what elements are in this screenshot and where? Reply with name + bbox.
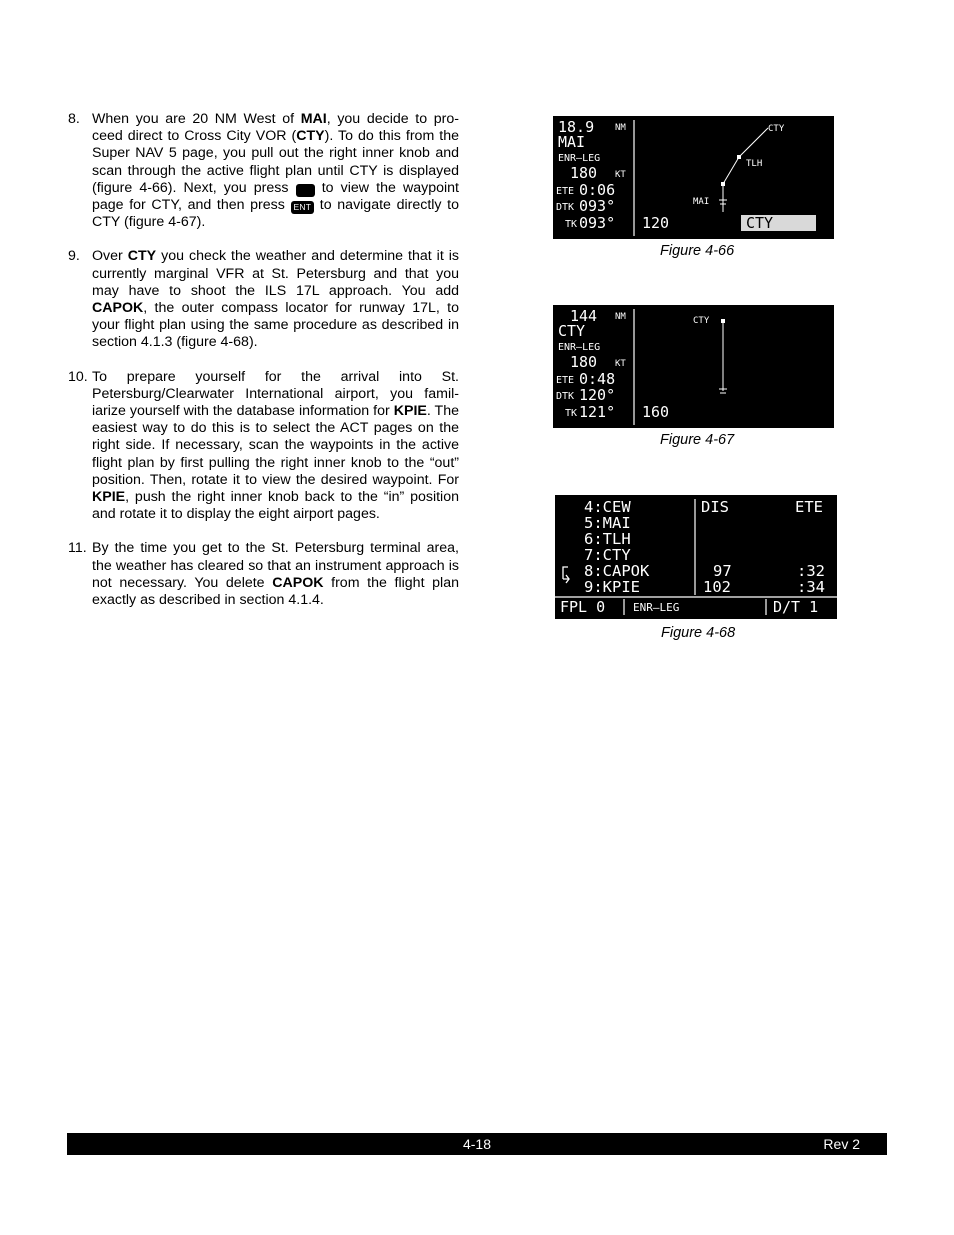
map-label-cty: CTY <box>693 316 710 326</box>
figure-4-67 <box>553 305 834 448</box>
fpl-row: 9:KPIE <box>584 578 640 596</box>
step-text: To prepare yourself for the arrival into St. Petersburg/Clearwater International airport, you famil-iarize yourself with the database information for KPIE. The easiest way to do this is to select the ACT pages on the right side. If necessary, scan the waypoints in the active flight plan by first pulling the right inner knob to the “out” position. Then, rotate it to view the desired waypoint. For KPIE, push the right inner knob back to the “in” position and rotate it to display the eight airport pages. <box>92 368 460 523</box>
speed-unit: KT <box>615 170 626 180</box>
step-text: By the time you get to the St. Petersburg terminal area, the weather has cleared so that an instrument approach is not necessary. You delete CAPOK from the flight plan exactly as described in section 4.1.4. <box>92 540 459 609</box>
dtk-label: DTK <box>556 391 575 402</box>
speed-value: 180 <box>570 164 598 182</box>
map-range: 160 <box>642 403 670 421</box>
figure-caption: Figure 4-67 <box>660 432 735 448</box>
map-label-mai: MAI <box>693 197 710 207</box>
waypoint-marker <box>721 319 725 323</box>
figure-4-66 <box>553 116 834 259</box>
footer-fpl: FPL 0 <box>560 598 606 616</box>
speed-value: 180 <box>570 353 598 371</box>
map-range: 120 <box>642 214 670 232</box>
flight-plan-screen <box>555 495 837 619</box>
nav5-screen <box>553 305 834 428</box>
step-number: 11. <box>68 540 87 557</box>
mode-label: ENR—LEG <box>558 342 601 353</box>
column-header-dis: DIS <box>701 498 729 516</box>
map-label-cty: CTY <box>768 124 785 134</box>
step-9 <box>68 248 459 351</box>
tk-label: TK <box>565 408 578 419</box>
tk-label: TK <box>565 219 578 230</box>
waypoint-id: CTY <box>558 322 586 340</box>
waypoint-marker <box>721 182 725 186</box>
page-footer <box>67 1133 887 1155</box>
ete-value: 0:06 <box>579 181 616 199</box>
dis-value: 102 <box>703 578 731 596</box>
tk-value: 121° <box>579 403 616 421</box>
waypoint-id: MAI <box>558 133 586 151</box>
distance-value: 18.9 <box>558 118 595 136</box>
dtk-value: 093° <box>579 197 616 215</box>
fpl-row: 5:MAI <box>584 514 631 532</box>
step-10 <box>68 369 459 524</box>
ete-label: ETE <box>556 186 575 197</box>
fpl-row: 4:CEW <box>584 498 631 516</box>
step-number: 8. <box>68 111 80 127</box>
figure-caption: Figure 4-68 <box>661 625 736 641</box>
figure-4-68 <box>555 495 837 641</box>
dtk-value: 120° <box>579 386 616 404</box>
instruction-list <box>68 111 459 626</box>
figure-caption: Figure 4-66 <box>660 243 735 259</box>
step-text: When you are 20 NM West of MAI, you decide to pro-ceed direct to Cross City VOR (CTY). To do this from the Super NAV 5 page, you pull out the right inner knob and scan through the active flight plan until CTY is displayed (figure 4-66). Next, you press to view the waypoint page for CTY, and then press ENT to navigate directly to CTY (figure 4-67). <box>92 111 460 231</box>
distance-unit: NM <box>615 123 626 133</box>
blank-key-icon <box>296 184 315 197</box>
ete-value: 0:48 <box>579 370 616 388</box>
distance-unit: NM <box>615 312 626 322</box>
dis-value: 97 <box>713 562 732 580</box>
step-8 <box>68 111 459 231</box>
waypoint-marker <box>737 155 741 159</box>
step-text: Over CTY you check the weather and determine that it is currently marginal VFR at St. Petersburg and that you may have to shoot the ILS 17L approach. You add CAPOK, the outer compass locator for runway 17L, to your flight plan using the same procedure as described in section 4.1.3 (figure 4-68). <box>92 248 460 351</box>
step-number: 10. <box>68 368 88 385</box>
column-header-ete: ETE <box>795 498 823 516</box>
ete-value: :34 <box>797 578 825 596</box>
nav5-screen <box>553 116 834 239</box>
fpl-row: 8:CAPOK <box>584 562 650 580</box>
fpl-row: 7:CTY <box>584 546 631 564</box>
ete-label: ETE <box>556 375 575 386</box>
speed-unit: KT <box>615 359 626 369</box>
dtk-label: DTK <box>556 202 575 213</box>
revision-label: Rev 2 <box>823 1136 860 1152</box>
mode-label: ENR—LEG <box>558 153 601 164</box>
footer-mode: ENR—LEG <box>633 601 680 614</box>
fpl-row: 6:TLH <box>584 530 631 548</box>
step-number: 9. <box>68 248 80 265</box>
ete-value: :32 <box>797 562 825 580</box>
highlighted-waypoint: CTY <box>746 214 774 232</box>
distance-value: 144 <box>570 307 598 325</box>
page-number: 4-18 <box>462 1136 492 1152</box>
tk-value: 093° <box>579 214 616 232</box>
map-label-tlh: TLH <box>746 159 763 169</box>
footer-dt: D/T 1 <box>773 598 819 616</box>
step-11 <box>68 540 459 609</box>
ent-key-icon: ENT <box>291 201 315 214</box>
